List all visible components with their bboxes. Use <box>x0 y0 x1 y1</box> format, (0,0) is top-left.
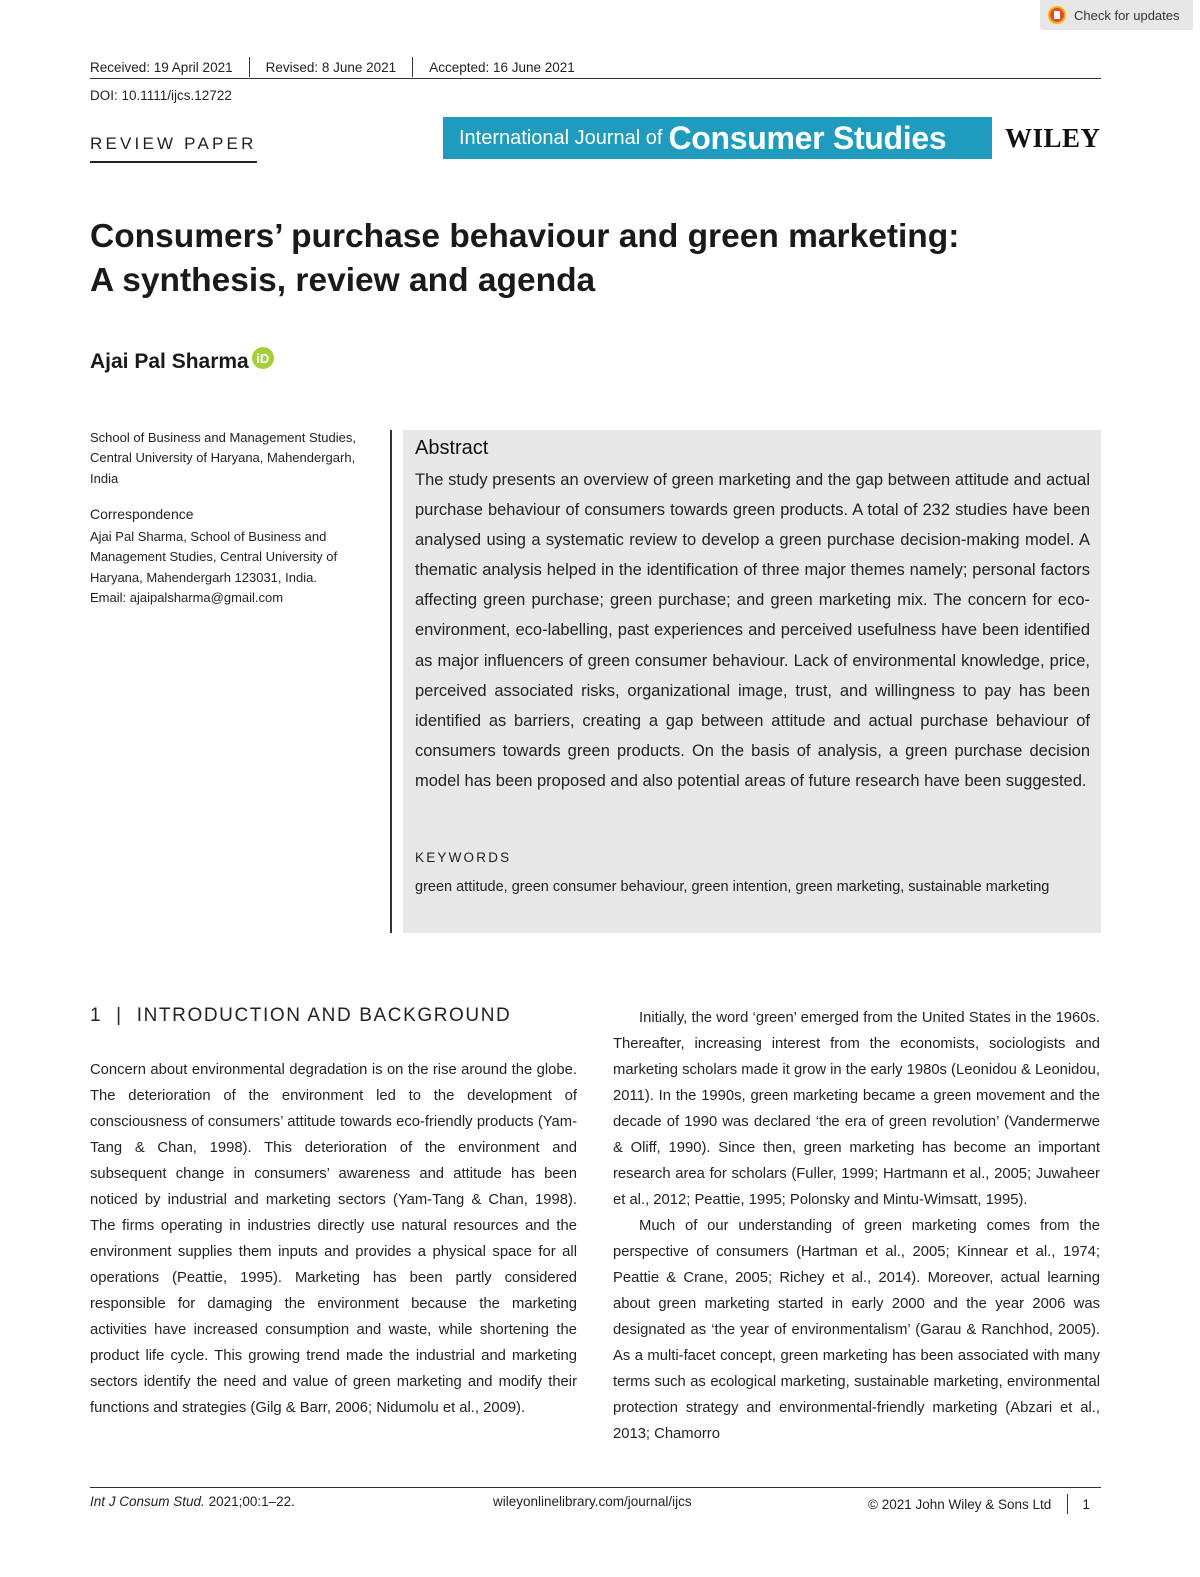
journal-banner <box>443 117 992 159</box>
author-line <box>90 350 274 374</box>
author-name: Ajai Pal Sharma <box>90 350 249 373</box>
page-number: 1 <box>1082 1496 1090 1512</box>
body-column-right <box>613 1005 1100 1447</box>
footer-right <box>868 1494 1090 1514</box>
affiliation: School of Business and Management Studies, Central University of Haryana, Mahendergarh, India <box>90 430 356 486</box>
journal-prefix: International Journal of <box>459 126 663 149</box>
abstract-divider <box>390 430 392 933</box>
section-heading <box>90 1005 511 1027</box>
title-line-1: Consumers’ purchase behaviour and green marketing: <box>90 218 960 255</box>
article-title <box>90 215 1090 303</box>
footer-copyright: © 2021 John Wiley & Sons Ltd <box>868 1496 1052 1512</box>
footer-volume: 2021;00:1–22. <box>204 1494 295 1509</box>
keywords-heading: KEYWORDS <box>415 850 512 865</box>
body-paragraph: Concern about environmental degradation is on the rise around the globe. The deterioration of the environment led to the development of consciousness of consumers’ attitude towards eco-friendly products (Yam-Tang & Chan, 1998). This deterioration of the environment and subsequent change in consumers’ awareness and attitude has been noticed by industrial and marketing sectors (Yam-Tang & Chan, 1998). The firms operating in industries directly use natural resources and the environment supplies them inputs and provides a physical space for all operations (Peattie, 1995). Marketing has been partly considered responsible for damaging the environment because the marketing activities have increased consumption and waste, while shortening the product life cycle. This growing trend made the industrial and marketing sectors identify the need and value of green marketing and modify their functions and strategies (Gilg & Barr, 2006; Nidumolu et al., 2009). <box>90 1062 577 1416</box>
abstract-text: The study presents an overview of green marketing and the gap between attitude and actual purchase behaviour of consumers towards green products. A total of 232 studies have been analysed using a systematic review to develop a green purchase decision-making model. A thematic analysis helped in the identification of three major themes namely; personal factors affecting green purchase; green purchase; and green marketing mix. The concern for eco-environment, eco-labelling, past experiences and perceived usefulness have been identified as major influencers of green consumer behaviour. Lack of environmental knowledge, price, perceived associated risks, organizational image, trust, and willingness to pay has been identified as barriers, creating a gap between attitude and actual purchase behaviour of consumers towards green products. On the basis of analysis, a green purchase decision model has been proposed and also potential areas of future research have been suggested. <box>415 471 1090 790</box>
orcid-icon[interactable]: iD <box>252 347 274 369</box>
section-divider: | <box>116 1005 123 1026</box>
footer-divider <box>1067 1494 1068 1514</box>
doi[interactable]: DOI: 10.1111/ijcs.12722 <box>90 88 232 103</box>
body-column-left <box>90 1057 577 1421</box>
body-paragraph: Initially, the word ‘green’ emerged from the United States in the 1960s. Thereafter, increasing interest from the economists, sociologists and marketing scholars made it grow in the early 1980s (Leonidou & Leonidou, 2011). In the 1990s, green marketing became a green movement and the decade of 1990 was declared ‘the era of green revolution’ (Vandermerwe & Oliff, 1990). Since then, green marketing has become an important research area for scholars (Fuller, 1999; Hartmann et al., 2005; Juwaheer et al., 2012; Peattie, 1995; Polonsky and Mintu-Wimsatt, 1995). <box>613 1010 1100 1208</box>
article-category: REVIEW PAPER <box>90 134 257 163</box>
abstract-heading: Abstract <box>415 437 489 459</box>
footer-url[interactable]: wileyonlinelibrary.com/journal/ijcs <box>493 1494 692 1509</box>
check-for-updates-label: Check for updates <box>1074 7 1180 23</box>
accepted-date: Accepted: 16 June 2021 <box>429 59 575 75</box>
correspondence-email[interactable]: Email: ajaipalsharma@gmail.com <box>90 589 284 605</box>
revised-date: Revised: 8 June 2021 <box>265 59 397 75</box>
correspondence <box>90 527 375 608</box>
check-for-updates-button[interactable] <box>1040 0 1193 30</box>
date-divider <box>412 57 413 77</box>
header-rule <box>90 78 1101 79</box>
journal-name: Consumer Studies <box>668 119 947 156</box>
correspondence-address: Ajai Pal Sharma, School of Business and Management Studies, Central University of Haryana, Mahendergarh 123031, India. <box>90 529 338 585</box>
crossmark-icon <box>1048 6 1066 24</box>
publisher-logo: WILEY <box>1005 123 1101 153</box>
footer-citation <box>90 1494 295 1509</box>
date-divider <box>249 57 250 77</box>
footer-rule <box>90 1487 1101 1488</box>
body-paragraph: Much of our understanding of green marketing comes from the perspective of consumers (Hartman et al., 2005; Kinnear et al., 1974; Peattie & Crane, 2005; Richey et al., 2014). Moreover, actual learning about green marketing started in early 2000 and the year 2006 was designated as ‘the year of environmentalism’ (Garau & Ranchhod, 2005). As a multi-facet concept, green marketing has been associated with many terms such as ecological marketing, sustainable marketing, environmental protection strategy and environmental-friendly marketing (Abzari et al., 2013; Chamorro <box>613 1218 1100 1442</box>
article-dates <box>90 57 575 77</box>
footer-journal-abbrev: Int J Consum Stud. <box>90 1494 205 1509</box>
section-number: 1 <box>90 1005 103 1026</box>
received-date: Received: 19 April 2021 <box>90 59 233 75</box>
correspondence-label: Correspondence <box>90 506 194 522</box>
keywords: green attitude, green consumer behaviour, green intention, green marketing, sustainable marketing <box>415 879 1050 895</box>
section-title: INTRODUCTION AND BACKGROUND <box>136 1005 512 1026</box>
title-line-2: A synthesis, review and agenda <box>90 262 596 299</box>
